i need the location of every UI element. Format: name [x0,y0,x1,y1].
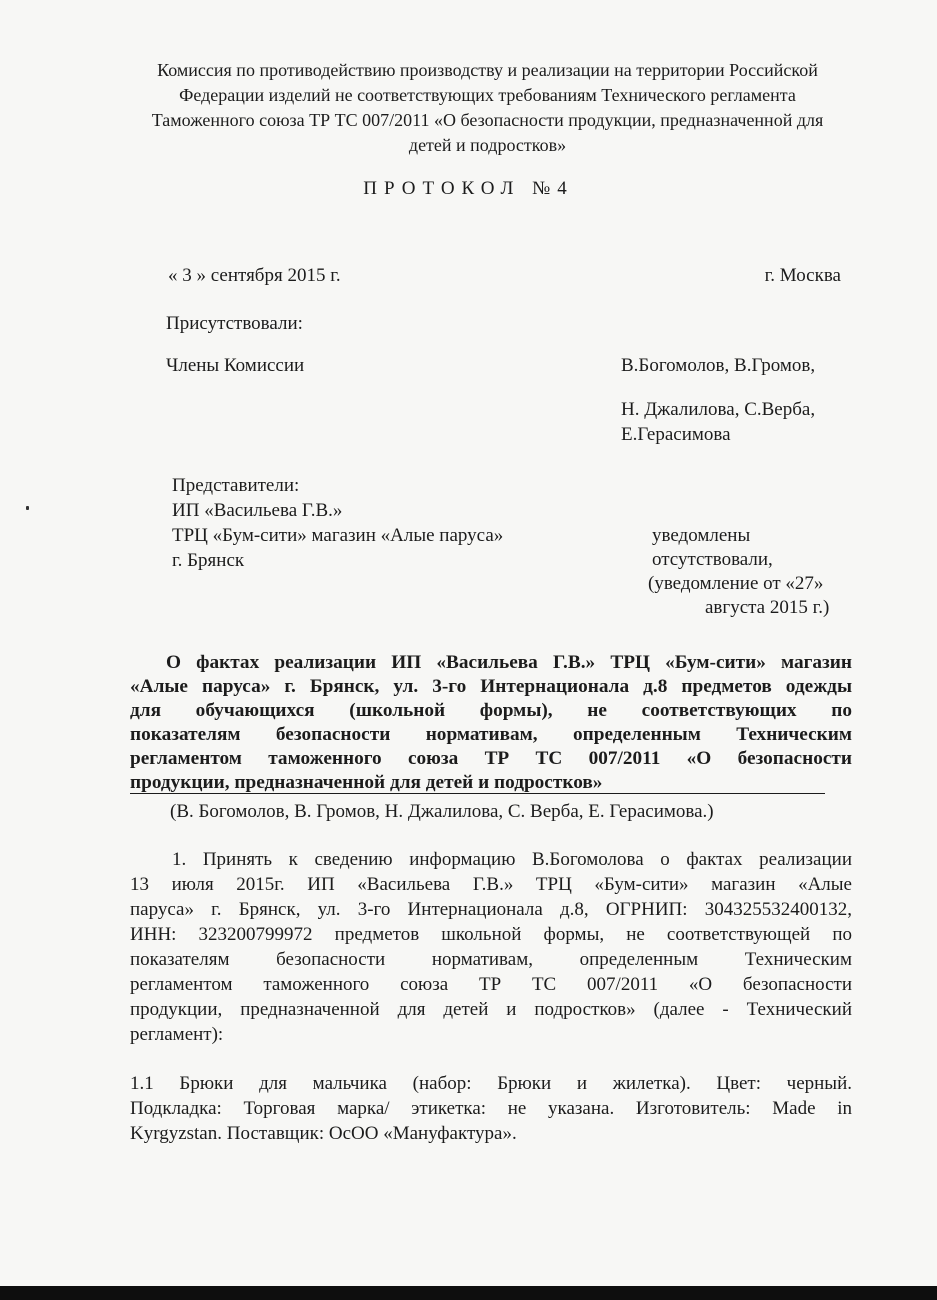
item-line: Kyrgyzstan. Поставщик: ОсОО «Мануфактура». [130,1123,517,1144]
header-line: Федерации изделий не соответствующих требованиям Технического регламента [179,85,796,105]
item-line: 1.1 Брюки для мальчика (набор: Брюки и жилетка). Цвет: черный. [130,1073,852,1094]
protocol-city: г. Москва [764,265,841,286]
representative-line: ИП «Васильева Г.В.» [172,500,343,521]
members-line: Е.Герасимова [621,424,731,445]
scan-edge-bar [0,1286,937,1300]
present-label: Присутствовали: [166,313,303,334]
subject-line: «Алые паруса» г. Брянск, ул. 3-го Интернационала д.8 предметов одежды [130,676,852,697]
decision-item-1-1 [130,1071,852,1146]
header-line: Таможенного союза ТР ТС 007/2011 «О безопасности продукции, предназначенной для [151,110,824,130]
status-line: уведомлены [652,525,751,546]
item-line: 13 июля 2015г. ИП «Васильева Г.В.» ТРЦ «Бум-сити» магазин «Алые [130,874,852,895]
item-line: регламент): [130,1024,224,1045]
commission-header [130,58,845,158]
item-line: продукции, предназначенной для детей и подростков» (далее - Технический [130,999,852,1020]
item-line: Подкладка: Торговая марка/ этикетка: не указана. Изготовитель: Made in [130,1098,852,1119]
subject-line: О фактах реализации ИП «Васильева Г.В.» ТРЦ «Бум-сити» магазин [166,652,852,673]
item-line: паруса» г. Брянск, ул. 3-го Интернационала д.8, ОГРНИП: 304325532400132, [130,899,852,920]
subject-line: продукции, предназначенной для детей и подростков» [130,772,603,793]
members-line: В.Богомолов, В.Громов, [621,355,816,376]
subject-line: для обучающихся (школьной формы), не соответствующих по [130,700,852,721]
subject-line: регламентом таможенного союза ТР ТС 007/2011 «О безопасности [130,748,852,769]
status-line: августа 2015 г.) [705,597,830,618]
decision-item-1 [130,847,852,1047]
status-line: (уведомление от «27» [648,573,824,594]
subject-line: показателям безопасности нормативам, определенным Техническим [130,724,852,745]
representatives-label: Представители: [172,475,300,496]
speakers-line: (В. Богомолов, В. Громов, Н. Джалилова, С. Верба, Е. Герасимова.) [170,801,714,822]
header-line: Комиссия по противодействию производству и реализации на территории Российской [157,60,818,80]
representative-line: г. Брянск [172,550,245,571]
members-label: Члены Комиссии [166,355,305,376]
item-line: 1. Принять к сведению информацию В.Богомолова о фактах реализации [172,849,852,870]
representative-line: ТРЦ «Бум-сити» магазин «Алые паруса» [172,525,504,546]
header-line: детей и подростков» [408,135,567,155]
protocol-title: ПРОТОКОЛ №4 [363,178,574,199]
subject-heading [130,651,852,795]
item-line: ИНН: 323200799972 предметов школьной формы, не соответствующей по [130,924,852,945]
item-line: показателям безопасности нормативам, определенным Техническим [130,949,852,970]
scan-speck [26,506,29,510]
item-line: регламентом таможенного союза ТР ТС 007/2011 «О безопасности [130,974,852,995]
protocol-date: « 3 » сентября 2015 г. [168,265,341,286]
status-line: отсутствовали, [652,549,773,570]
subject-underline [130,793,825,794]
members-line: Н. Джалилова, С.Верба, [621,399,816,420]
